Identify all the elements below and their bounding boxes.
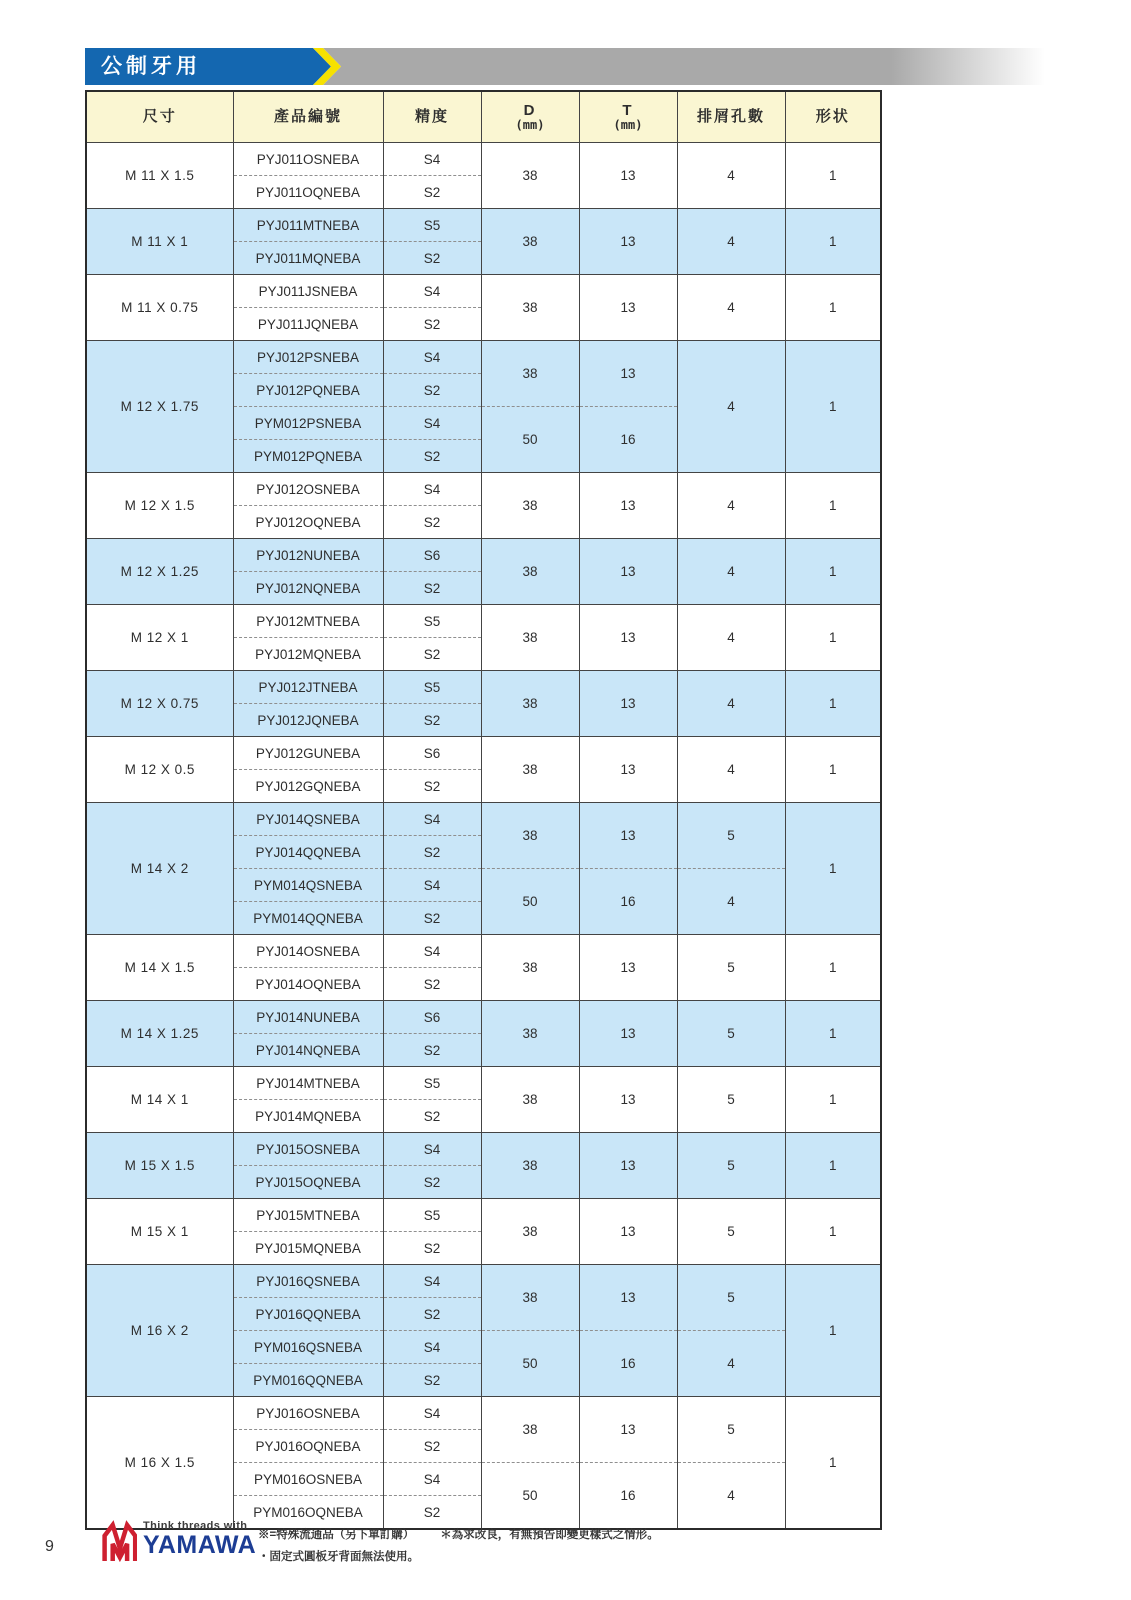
column-header: T (mm) <box>579 91 677 143</box>
footnote-fixed-die: ・固定式圓板牙背面無法使用。 <box>258 1551 419 1563</box>
table-row <box>86 1397 881 1430</box>
shape-cell: 1 <box>785 605 881 671</box>
holes-cell: 4 <box>677 539 785 605</box>
product-code-cell: PYJ012GQNEBA <box>233 770 383 803</box>
precision-cell: S2 <box>383 1166 481 1199</box>
d-mm-cell: 50 <box>481 1463 579 1530</box>
column-header: 精度 <box>383 91 481 143</box>
product-code-cell: PYJ016QSNEBA <box>233 1265 383 1298</box>
size-cell: M 11 X 1.5 <box>86 143 233 209</box>
size-cell: M 12 X 1 <box>86 605 233 671</box>
product-code-cell: PYJ014OQNEBA <box>233 968 383 1001</box>
holes-cell: 4 <box>677 1463 785 1530</box>
precision-cell: S2 <box>383 308 481 341</box>
precision-cell: S2 <box>383 374 481 407</box>
d-mm-cell: 38 <box>481 539 579 605</box>
holes-cell: 4 <box>677 275 785 341</box>
t-mm-cell: 16 <box>579 1463 677 1530</box>
t-mm-cell: 13 <box>579 275 677 341</box>
precision-cell: S4 <box>383 1133 481 1166</box>
table-row <box>86 1001 881 1034</box>
d-mm-cell: 38 <box>481 209 579 275</box>
precision-cell: S4 <box>383 1265 481 1298</box>
holes-cell: 4 <box>677 1331 785 1397</box>
product-code-cell: PYJ012JTNEBA <box>233 671 383 704</box>
precision-cell: S2 <box>383 968 481 1001</box>
holes-cell: 5 <box>677 1067 785 1133</box>
d-mm-cell: 38 <box>481 737 579 803</box>
shape-cell: 1 <box>785 209 881 275</box>
product-code-cell: PYJ014NQNEBA <box>233 1034 383 1067</box>
product-code-cell: PYJ015MTNEBA <box>233 1199 383 1232</box>
spec-table <box>85 90 882 1530</box>
product-code-cell: PYJ012PQNEBA <box>233 374 383 407</box>
column-header: 排屑孔數 <box>677 91 785 143</box>
table-row <box>86 803 881 836</box>
holes-cell: 5 <box>677 1199 785 1265</box>
table-row <box>86 1199 881 1232</box>
product-code-cell: PYJ012GUNEBA <box>233 737 383 770</box>
precision-cell: S4 <box>383 407 481 440</box>
size-cell: M 14 X 2 <box>86 803 233 935</box>
product-code-cell: PYJ011JQNEBA <box>233 308 383 341</box>
precision-cell: S2 <box>383 1430 481 1463</box>
shape-cell: 1 <box>785 671 881 737</box>
precision-cell: S2 <box>383 1298 481 1331</box>
t-mm-cell: 16 <box>579 407 677 473</box>
table-row <box>86 473 881 506</box>
precision-cell: S2 <box>383 902 481 935</box>
size-cell: M 14 X 1 <box>86 1067 233 1133</box>
precision-cell: S5 <box>383 671 481 704</box>
spec-table-body <box>86 143 881 1530</box>
precision-cell: S4 <box>383 1331 481 1364</box>
t-mm-cell: 13 <box>579 803 677 869</box>
t-mm-cell: 13 <box>579 671 677 737</box>
product-code-cell: PYM016QQNEBA <box>233 1364 383 1397</box>
d-mm-cell: 38 <box>481 341 579 407</box>
product-code-cell: PYJ012NQNEBA <box>233 572 383 605</box>
spec-table-header <box>86 91 881 143</box>
precision-cell: S4 <box>383 869 481 902</box>
table-row <box>86 671 881 704</box>
shape-cell: 1 <box>785 341 881 473</box>
holes-cell: 5 <box>677 1001 785 1067</box>
section-banner <box>85 48 1045 85</box>
d-mm-cell: 38 <box>481 1397 579 1463</box>
holes-cell: 4 <box>677 671 785 737</box>
shape-cell: 1 <box>785 803 881 935</box>
banner-title <box>85 48 295 85</box>
table-row <box>86 143 881 176</box>
t-mm-cell: 16 <box>579 869 677 935</box>
product-code-cell: PYJ011OQNEBA <box>233 176 383 209</box>
product-code-cell: PYM014QSNEBA <box>233 869 383 902</box>
precision-cell: S5 <box>383 1199 481 1232</box>
product-code-cell: PYJ011OSNEBA <box>233 143 383 176</box>
d-mm-cell: 50 <box>481 407 579 473</box>
precision-cell: S4 <box>383 1463 481 1496</box>
precision-cell: S2 <box>383 242 481 275</box>
holes-cell: 5 <box>677 935 785 1001</box>
table-row <box>86 935 881 968</box>
d-mm-cell: 50 <box>481 1331 579 1397</box>
chevron-right-icon <box>295 48 345 85</box>
table-row <box>86 275 881 308</box>
precision-cell: S2 <box>383 176 481 209</box>
column-header: 形状 <box>785 91 881 143</box>
precision-cell: S2 <box>383 1496 481 1530</box>
precision-cell: S4 <box>383 803 481 836</box>
shape-cell: 1 <box>785 473 881 539</box>
t-mm-cell: 13 <box>579 209 677 275</box>
holes-cell: 5 <box>677 1265 785 1331</box>
product-code-cell: PYJ012MQNEBA <box>233 638 383 671</box>
precision-cell: S4 <box>383 143 481 176</box>
t-mm-cell: 13 <box>579 737 677 803</box>
product-code-cell: PYJ016OSNEBA <box>233 1397 383 1430</box>
d-mm-cell: 38 <box>481 1265 579 1331</box>
holes-cell: 4 <box>677 209 785 275</box>
precision-cell: S4 <box>383 473 481 506</box>
d-mm-cell: 38 <box>481 671 579 737</box>
product-code-cell: PYJ015OQNEBA <box>233 1166 383 1199</box>
size-cell: M 11 X 1 <box>86 209 233 275</box>
precision-cell: S2 <box>383 770 481 803</box>
product-code-cell: PYM012PSNEBA <box>233 407 383 440</box>
d-mm-cell: 38 <box>481 473 579 539</box>
shape-cell: 1 <box>785 935 881 1001</box>
t-mm-cell: 13 <box>579 473 677 539</box>
product-code-cell: PYJ012PSNEBA <box>233 341 383 374</box>
precision-cell: S2 <box>383 704 481 737</box>
d-mm-cell: 38 <box>481 1199 579 1265</box>
product-code-cell: PYJ016QQNEBA <box>233 1298 383 1331</box>
size-cell: M 11 X 0.75 <box>86 275 233 341</box>
d-mm-cell: 50 <box>481 869 579 935</box>
t-mm-cell: 13 <box>579 935 677 1001</box>
size-cell: M 15 X 1 <box>86 1199 233 1265</box>
t-mm-cell: 13 <box>579 1001 677 1067</box>
precision-cell: S6 <box>383 737 481 770</box>
precision-cell: S5 <box>383 605 481 638</box>
precision-cell: S5 <box>383 1067 481 1100</box>
column-header: D (mm) <box>481 91 579 143</box>
spec-table-wrapper <box>85 90 882 1530</box>
precision-cell: S2 <box>383 440 481 473</box>
d-mm-cell: 38 <box>481 275 579 341</box>
d-mm-cell: 38 <box>481 1133 579 1199</box>
product-code-cell: PYJ011JSNEBA <box>233 275 383 308</box>
d-mm-cell: 38 <box>481 1001 579 1067</box>
precision-cell: S4 <box>383 341 481 374</box>
product-code-cell: PYJ011MQNEBA <box>233 242 383 275</box>
holes-cell: 5 <box>677 1133 785 1199</box>
t-mm-cell: 13 <box>579 1133 677 1199</box>
product-code-cell: PYM016QSNEBA <box>233 1331 383 1364</box>
size-cell: M 12 X 0.75 <box>86 671 233 737</box>
precision-cell: S6 <box>383 1001 481 1034</box>
table-row <box>86 1265 881 1298</box>
table-row <box>86 209 881 242</box>
shape-cell: 1 <box>785 275 881 341</box>
d-mm-cell: 38 <box>481 1067 579 1133</box>
banner-title-label: 公制牙用 <box>101 55 201 78</box>
t-mm-cell: 13 <box>579 1199 677 1265</box>
product-code-cell: PYM016OQNEBA <box>233 1496 383 1530</box>
t-mm-cell: 13 <box>579 1397 677 1463</box>
precision-cell: S4 <box>383 935 481 968</box>
t-mm-cell: 13 <box>579 341 677 407</box>
precision-cell: S4 <box>383 275 481 308</box>
d-mm-cell: 38 <box>481 935 579 1001</box>
table-row <box>86 737 881 770</box>
d-mm-cell: 38 <box>481 803 579 869</box>
size-cell: M 16 X 1.5 <box>86 1397 233 1530</box>
size-cell: M 12 X 1.5 <box>86 473 233 539</box>
product-code-cell: PYJ014QQNEBA <box>233 836 383 869</box>
holes-cell: 4 <box>677 341 785 473</box>
column-header: 產品編號 <box>233 91 383 143</box>
precision-cell: S6 <box>383 539 481 572</box>
product-code-cell: PYJ015MQNEBA <box>233 1232 383 1265</box>
product-code-cell: PYM016OSNEBA <box>233 1463 383 1496</box>
holes-cell: 4 <box>677 605 785 671</box>
product-code-cell: PYJ014OSNEBA <box>233 935 383 968</box>
product-code-cell: PYJ015OSNEBA <box>233 1133 383 1166</box>
precision-cell: S2 <box>383 638 481 671</box>
precision-cell: S2 <box>383 572 481 605</box>
product-code-cell: PYJ012OSNEBA <box>233 473 383 506</box>
holes-cell: 4 <box>677 143 785 209</box>
precision-cell: S2 <box>383 1100 481 1133</box>
holes-cell: 4 <box>677 869 785 935</box>
size-cell: M 12 X 0.5 <box>86 737 233 803</box>
t-mm-cell: 13 <box>579 1265 677 1331</box>
yamawa-mark-icon <box>101 1520 137 1566</box>
t-mm-cell: 13 <box>579 143 677 209</box>
product-code-cell: PYM014QQNEBA <box>233 902 383 935</box>
t-mm-cell: 13 <box>579 1067 677 1133</box>
t-mm-cell: 13 <box>579 539 677 605</box>
table-row <box>86 539 881 572</box>
precision-cell: S2 <box>383 836 481 869</box>
shape-cell: 1 <box>785 737 881 803</box>
header-row <box>86 91 881 143</box>
holes-cell: 4 <box>677 473 785 539</box>
shape-cell: 1 <box>785 1265 881 1397</box>
holes-cell: 5 <box>677 803 785 869</box>
banner-gray-bar <box>345 48 1045 85</box>
size-cell: M 14 X 1.25 <box>86 1001 233 1067</box>
footnote-line-1 <box>258 1524 659 1546</box>
shape-cell: 1 <box>785 1199 881 1265</box>
page-number: 9 <box>45 1538 54 1555</box>
size-cell: M 15 X 1.5 <box>86 1133 233 1199</box>
table-row <box>86 1133 881 1166</box>
column-header: 尺寸 <box>86 91 233 143</box>
size-cell: M 12 X 1.25 <box>86 539 233 605</box>
shape-cell: 1 <box>785 1397 881 1530</box>
precision-cell: S2 <box>383 1034 481 1067</box>
product-code-cell: PYJ012JQNEBA <box>233 704 383 737</box>
holes-cell: 4 <box>677 737 785 803</box>
precision-cell: S5 <box>383 209 481 242</box>
shape-cell: 1 <box>785 1133 881 1199</box>
d-mm-cell: 38 <box>481 143 579 209</box>
t-mm-cell: 13 <box>579 605 677 671</box>
product-code-cell: PYJ012MTNEBA <box>233 605 383 638</box>
product-code-cell: PYJ014MQNEBA <box>233 1100 383 1133</box>
table-row <box>86 1067 881 1100</box>
shape-cell: 1 <box>785 1001 881 1067</box>
shape-cell: 1 <box>785 539 881 605</box>
holes-cell: 5 <box>677 1397 785 1463</box>
product-code-cell: PYJ014NUNEBA <box>233 1001 383 1034</box>
table-row <box>86 341 881 374</box>
yamawa-logo <box>101 1520 256 1566</box>
logo-tagline: Think threads with <box>143 1520 248 1532</box>
footnote-special-item: ※=特殊流通品（另下單訂購） <box>258 1529 415 1541</box>
product-code-cell: PYJ012NUNEBA <box>233 539 383 572</box>
footnote-improvement: ＊為求改良，有無預告即變更樣式之情形。 <box>440 1529 659 1541</box>
product-code-cell: PYM012PQNEBA <box>233 440 383 473</box>
footnotes <box>258 1524 659 1568</box>
product-code-cell: PYJ014QSNEBA <box>233 803 383 836</box>
product-code-cell: PYJ012OQNEBA <box>233 506 383 539</box>
precision-cell: S2 <box>383 1232 481 1265</box>
d-mm-cell: 38 <box>481 605 579 671</box>
precision-cell: S4 <box>383 1397 481 1430</box>
precision-cell: S2 <box>383 1364 481 1397</box>
product-code-cell: PYJ014MTNEBA <box>233 1067 383 1100</box>
table-row <box>86 605 881 638</box>
size-cell: M 12 X 1.75 <box>86 341 233 473</box>
logo-brand: YAMAWA <box>143 1531 257 1559</box>
footnote-line-2 <box>258 1546 659 1568</box>
product-code-cell: PYJ016OQNEBA <box>233 1430 383 1463</box>
logo-text <box>143 1520 256 1558</box>
t-mm-cell: 16 <box>579 1331 677 1397</box>
product-code-cell: PYJ011MTNEBA <box>233 209 383 242</box>
shape-cell: 1 <box>785 1067 881 1133</box>
size-cell: M 14 X 1.5 <box>86 935 233 1001</box>
size-cell: M 16 X 2 <box>86 1265 233 1397</box>
precision-cell: S2 <box>383 506 481 539</box>
shape-cell: 1 <box>785 143 881 209</box>
